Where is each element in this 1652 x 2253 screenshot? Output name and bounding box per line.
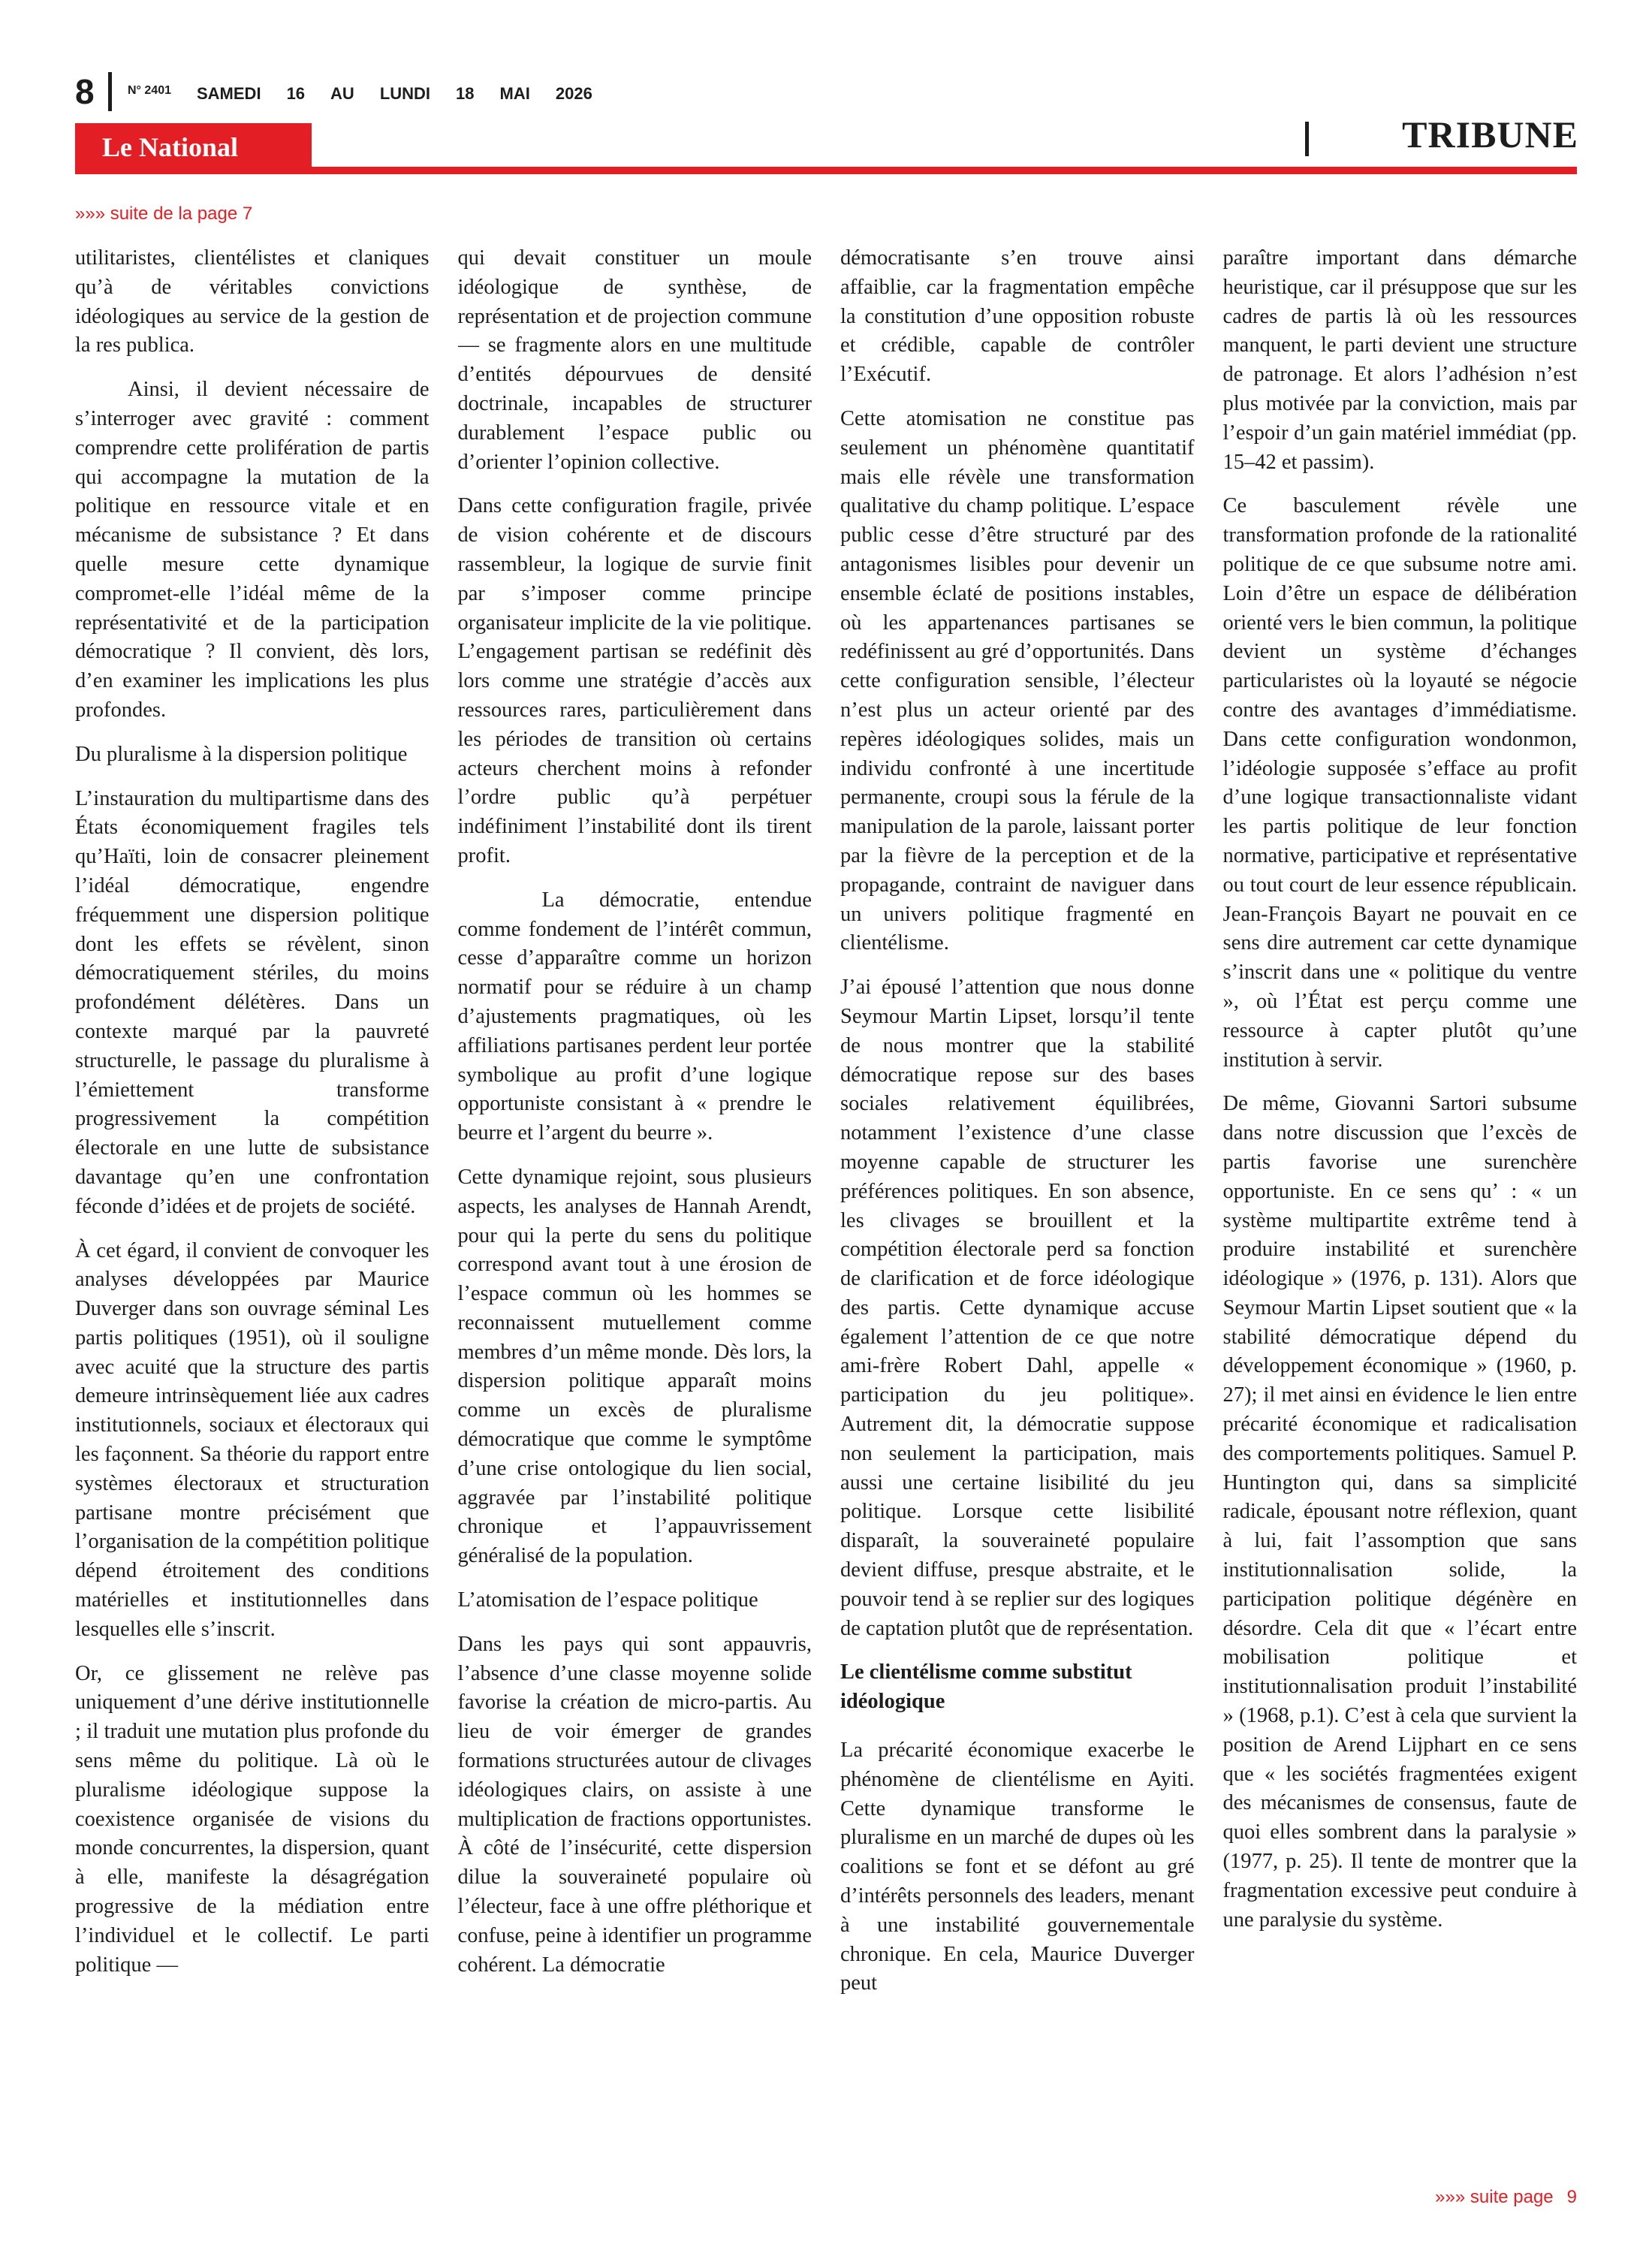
continued-to-label: »»» suite page	[1435, 2187, 1554, 2207]
paragraph: La précarité économique exacerbe le phénomène de clientélisme en Ayiti. Cette dynamique transforme le pluralisme en un marché de dupes où les coalitions se font et se défont au gré d’intérêts personnels des leaders, menant à une instabilité gouvernementale chronique. En cela, Maurice Duverger peut	[840, 1739, 1195, 1995]
issue-date-line	[128, 84, 592, 104]
header-rule	[75, 167, 1577, 174]
header-divider	[108, 72, 112, 111]
continued-from: »»» suite de la page 7	[75, 204, 253, 224]
date-au: AU	[330, 84, 354, 103]
paragraph: Ainsi, il devient nécessaire de s’interroger avec gravité : comment comprendre cette prolifération de partis qui accompagne la mutation de la politique en ressource vitale et en mécanisme de subsistance ? Et dans quelle mesure cette dynamique compromet-elle l’idéal même de la représentativité et de la participation démocratique ? Il convient, dès lors, d’en examiner les implications les plus profondes.	[75, 378, 430, 722]
paragraph: Cette atomisation ne constitue pas seulement un phénomène quantitatif mais elle révèle une transformation qualitative du champ politique. L’espace public cesse d’être structuré par des antagonismes lisibles pour devenir un ensemble éclaté de positions instables, où les appartenances partisanes se redéfinissent au gré d’opportunités. Dans cette configuration sensible, l’électeur n’est plus un acteur orienté par des repères idéologiques solides, mais un individu confronté à une incertitude permanente, croupi sous la férule de la manipulation de la parole, laissant porter par la fièvre de la perception et de la propagande, contraint de naviguer dans un univers politique fragmenté en clientélisme.	[840, 406, 1195, 955]
section-title: TRIBUNE	[1402, 113, 1578, 155]
continued-to-page: 9	[1566, 2187, 1577, 2207]
paragraph: J’ai épousé l’attention que nous donne Seymour Martin Lipset, lorsqu’il tente de nous montrer que la stabilité démocratique repose sur des bases sociales relativement équilibrées, notamment l’existence d’une classe moyenne capable de structurer les préférences politiques. En son absence, les clivages se brouillent et la compétition électorale perd sa fonction de clarification et de force idéologique des partis. Cette dynamique accuse également l’attention de ce que notre ami-frère Robert Dahl, appelle « participation du jeu politique». Autrement dit, la démocratie suppose non seulement la participation, mais aussi une certaine lisibilité du jeu politique. Lorsque cette lisibilité disparaît, la souveraineté populaire devient diffuse, presque abstraite, et le pouvoir tend à se replier sur des logiques de captation plutôt que de représentation.	[840, 976, 1195, 1640]
brand-logo: Le National	[102, 132, 239, 162]
continued-to	[1435, 2187, 1577, 2208]
column-3	[840, 244, 1195, 2170]
date-end: 18	[456, 84, 475, 103]
paragraph: paraître important dans démarche heuristique, car il présuppose que sur les cadres de partis là où les ressources manquent, le parti devient une structure de patronage. Et alors l’adhésion n’est plus motivée par la conviction, mais par l’espoir d’un gain matériel immédiat (pp. 15–42 et passim).	[1222, 246, 1577, 474]
paragraph: Dans cette configuration fragile, privée de vision cohérente et de discours rassembleur, la logique de survie finit par s’imposer comme principe organisateur implicite de la vie politique. L’engagement partisan se redéfinit dès lors comme une stratégie d’accès aux ressources rares, particulièrement dans les périodes de transition où certains acteurs cherchent moins à refonder l’ordre public qu’à perpétuer indéfiniment l’instabilité dont ils tirent profit.	[457, 494, 812, 867]
paragraph: De même, Giovanni Sartori subsume dans notre discussion que l’excès de partis favorise une surenchère opportuniste. En ce sens qu’ : « un système multipartite extrême tend à produire instabilité et surenchère idéologique » (1976, p. 131). Alors que Seymour Martin Lipset soutient que « la stabilité démocratique dépend du développement économique » (1960, p. 27); il met ainsi en évidence le lien entre précarité économique et radicalisation des comportements politiques. Samuel P. Huntington qui, dans sa simplicité radicale, épousant notre réflexion, quant à lui, fait l’assomption que sans institutionnalisation solide, la participation politique dégénère en désordre. Cela dit que « l’écart entre mobilisation politique et institutionnalisation produit l’instabilité » (1968, p.1). C’est à cela que survient la position de Arend Lijphart en ce sens que « les sociétés fragmentées exigent des mécanismes de consensus, faute de quoi elles sombrent dans la paralysie » (1977, p. 25). Il tente de montrer que la fragmentation excessive peut conduire à une paralysie du système.	[1222, 1092, 1577, 1932]
column-1	[75, 244, 430, 2170]
section-heading: Le clientélisme comme substitut idéologique	[840, 1660, 1132, 1714]
paragraph: démocratisante s’en trouve ainsi affaiblie, car la fragmentation empêche la constitution d’une opposition robuste et crédible, capable de contrôler l’Exécutif.	[840, 246, 1195, 387]
paragraph: Dans les pays qui sont appauvris, l’absence d’une classe moyenne solide favorise la création de micro-partis. Au lieu de voir émerger de grandes formations structurées autour de clivages idéologiques clairs, on assiste à une multiplication de fractions opportunistes. À côté de l’insécurité, cette dispersion dilue la souveraineté populaire où l’électeur, face à une offre pléthorique et confuse, peine à identifier un programme cohérent. La démocratie	[457, 1632, 812, 1977]
issue-number: N° 2401	[128, 84, 171, 97]
date-year: 2026	[555, 84, 592, 103]
date-day-end: LUNDI	[379, 84, 431, 103]
date-start: 16	[286, 84, 306, 103]
column-4	[1223, 244, 1578, 2170]
section-divider	[1305, 122, 1309, 156]
paragraph: À cet égard, il convient de convoquer les analyses développées par Maurice Duverger dans son ouvrage séminal Les partis politiques (1951), où il souligne avec acuité que la structure des partis demeure intrinsèquement liée aux cadres institutionnels, sociaux et électoraux qui les façonnent. Sa théorie du rapport entre systèmes électoraux et structuration partisane montre précisément que l’organisation de la compétition politique dépend étroitement des conditions matérielles et institutionnelles dans lesquelles elle s’inscrit.	[75, 1238, 430, 1641]
subheading: Du pluralisme à la dispersion politique	[75, 742, 408, 766]
paragraph: Or, ce glissement ne relève pas uniquement d’une dérive institutionnelle ; il traduit une mutation plus profonde du sens même du politique. Là où le pluralisme idéologique suppose la coexistence organisée de visions du monde concurrentes, la dispersion, quant à elle, manifeste la désagrégation progressive de la médiation entre l’individuel et le collectif. Le parti politique —	[75, 1661, 430, 1977]
article-body	[75, 244, 1577, 2170]
paragraph: La démocratie, entendue comme fondement de l’intérêt commun, cesse d’apparaître comme un horizon normatif pour se réduire à un champ d’ajustements pragmatiques, où les affiliations partisanes perdent leur portée symbolique au profit d’une logique opportuniste consistant à « prendre le beurre et l’argent du beurre ».	[457, 888, 812, 1145]
paragraph: Ce basculement révèle une transformation profonde de la rationalité politique de ce que subsume notre ami. Loin d’être un espace de délibération orienté vers le bien commun, la politique devient un système d’échanges particularistes où la loyauté se négocie contre des avantages d’immédiatisme. Dans cette configuration wondonmon, l’idéologie supposée s’efface au profit d’une logique transactionnaliste vidant les partis politique de leur fonction normative, participative et représentative ou tout court de leur essence républicain. Jean-François Bayart ne pouvait en ce sens dire autrement car cette dynamique s’inscrit dans une « politique du ventre », où l’État est perçu comme une ressource à capter plutôt qu’une institution à servir.	[1222, 494, 1577, 1072]
paragraph: L’instauration du multipartisme dans des États économiquement fragiles tels qu’Haïti, loin de consacrer pleinement l’idéal démocratique, engendre fréquemment une dispersion politique dont les effets se révèlent, sinon démocratiquement stériles, du moins profondément délétères. Dans un contexte marqué par la pauvreté structurelle, le passage du pluralisme à l’émiettement transforme progressivement la compétition électorale en une lutte de subsistance davantage qu’en une confrontation féconde d’idées et de projets de société.	[75, 786, 430, 1218]
subheading: L’atomisation de l’espace politique	[457, 1588, 758, 1612]
date-day-start: SAMEDI	[197, 84, 261, 103]
paragraph: Cette dynamique rejoint, sous plusieurs aspects, les analyses de Hannah Arendt, pour qui la perte du sens du politique correspond avant tout à une érosion de l’espace commun où les hommes se reconnaissent mutuellement comme membres d’un même monde. Dès lors, la dispersion politique apparaît moins comme un excès de pluralisme démocratique que comme le symptôme d’une crise ontologique du lien social, aggravée par l’instabilité politique chronique et l’appauvrissement généralisé de la population.	[457, 1165, 812, 1568]
page-number: 8	[75, 72, 95, 111]
column-2	[458, 244, 812, 2170]
paragraph: qui devait constituer un moule idéologique de synthèse, de représentation et de projection commune — se fragmente alors en une multitude d’entités dépourvues de densité doctrinale, incapables de structurer durablement l’espace public ou d’orienter l’opinion collective.	[457, 246, 812, 474]
date-month: MAI	[499, 84, 530, 103]
paragraph: utilitaristes, clientélistes et claniques qu’à de véritables convictions idéologiques au service de la gestion de la res publica.	[75, 246, 430, 357]
